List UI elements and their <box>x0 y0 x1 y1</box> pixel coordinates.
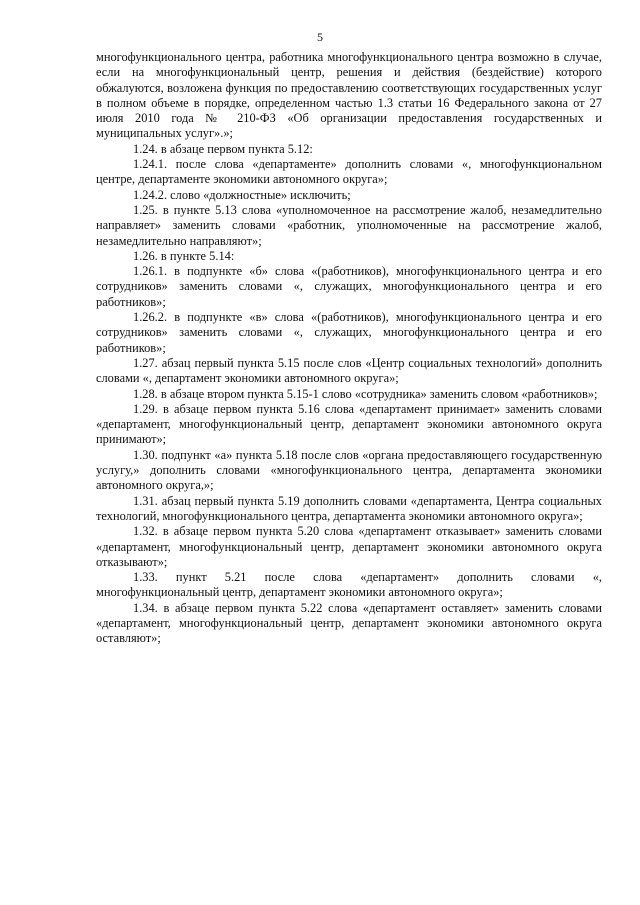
paragraph-1-25: 1.25. в пункте 5.13 слова «уполномоченное на рассмотрение жалоб, незамедлительно направляет» заменить словами «работник, уполномоченные на рассмотрение жалоб, незамедлительно направляют»; <box>96 202 602 248</box>
paragraph-1-24-1: 1.24.1. после слова «департаменте» дополнить словами «, многофункциональном центре, департаменте экономики автономного округа»; <box>96 157 602 187</box>
paragraph-1-34: 1.34. в абзаце первом пункта 5.22 слова «департамент оставляет» заменить словами «департамент, многофункциональный центр, департамент экономики автономного округа оставляют»; <box>96 600 602 646</box>
paragraph-1-27: 1.27. абзац первый пункта 5.15 после слов «Центр социальных технологий» дополнить словами «, департамент экономики автономного округа»; <box>96 355 602 386</box>
paragraph-1-24-2: 1.24.2. слово «должностные» исключить; <box>133 187 351 202</box>
paragraph-1-26: 1.26. в пункте 5.14: <box>133 248 235 263</box>
document-body <box>96 50 602 647</box>
paragraph-1-24: 1.24. в абзаце первом пункта 5.12: <box>133 141 313 156</box>
page-number: 5 <box>317 30 323 44</box>
paragraph-continuation: многофункционального центра, работника многофункционального центра возможно в случае, если на многофункциональный центр, решения и действия (бездействие) которого обжалуются, возложена функция по предоставлению соответствующих государственных услуг в полном объеме в порядке, определенном частью 1.3 статьи 16 Федерального закона от 27 июля 2010 года № 210-ФЗ «Об организации предоставления государственных и муниципальных услуг».»; <box>96 50 602 141</box>
paragraph-1-28: 1.28. в абзаце втором пункта 5.15-1 слово «сотрудника» заменить словом «работников»; <box>133 386 598 401</box>
paragraph-1-31: 1.31. абзац первый пункта 5.19 дополнить словами «департамента, Центра социальных технологий, многофункционального центра, департамента экономики автономного округа»; <box>96 493 602 523</box>
paragraph-1-30: 1.30. подпункт «а» пункта 5.18 после слов «органа предоставляющего государственную услугу,» дополнить словами «многофункционального центра, департамента экономики автономного округа,»; <box>96 447 602 493</box>
paragraph-1-33: 1.33. пункт 5.21 после слова «департамент» дополнить словами «, многофункциональный центр, департамент экономики автономного округа»; <box>96 570 602 600</box>
paragraph-1-26-2: 1.26.2. в подпункте «в» слова «(работников), многофункционального центра и его сотрудников» заменить словами «, служащих, многофункционального центра и его работников»; <box>96 310 602 355</box>
paragraph-1-26-1: 1.26.1. в подпункте «б» слова «(работников), многофункционального центра и его сотрудников» заменить словами «, служащих, многофункционального центра и его работников»; <box>96 264 602 309</box>
paragraph-1-32: 1.32. в абзаце первом пункта 5.20 слова «департамент отказывает» заменить словами «департамент, многофункциональный центр, департамент экономики автономного округа отказывают»; <box>96 524 602 569</box>
paragraph-1-29: 1.29. в абзаце первом пункта 5.16 слова «департамент принимает» заменить словами «департамент, многофункциональный центр, департамент экономики автономного округа принимают»; <box>96 401 602 447</box>
